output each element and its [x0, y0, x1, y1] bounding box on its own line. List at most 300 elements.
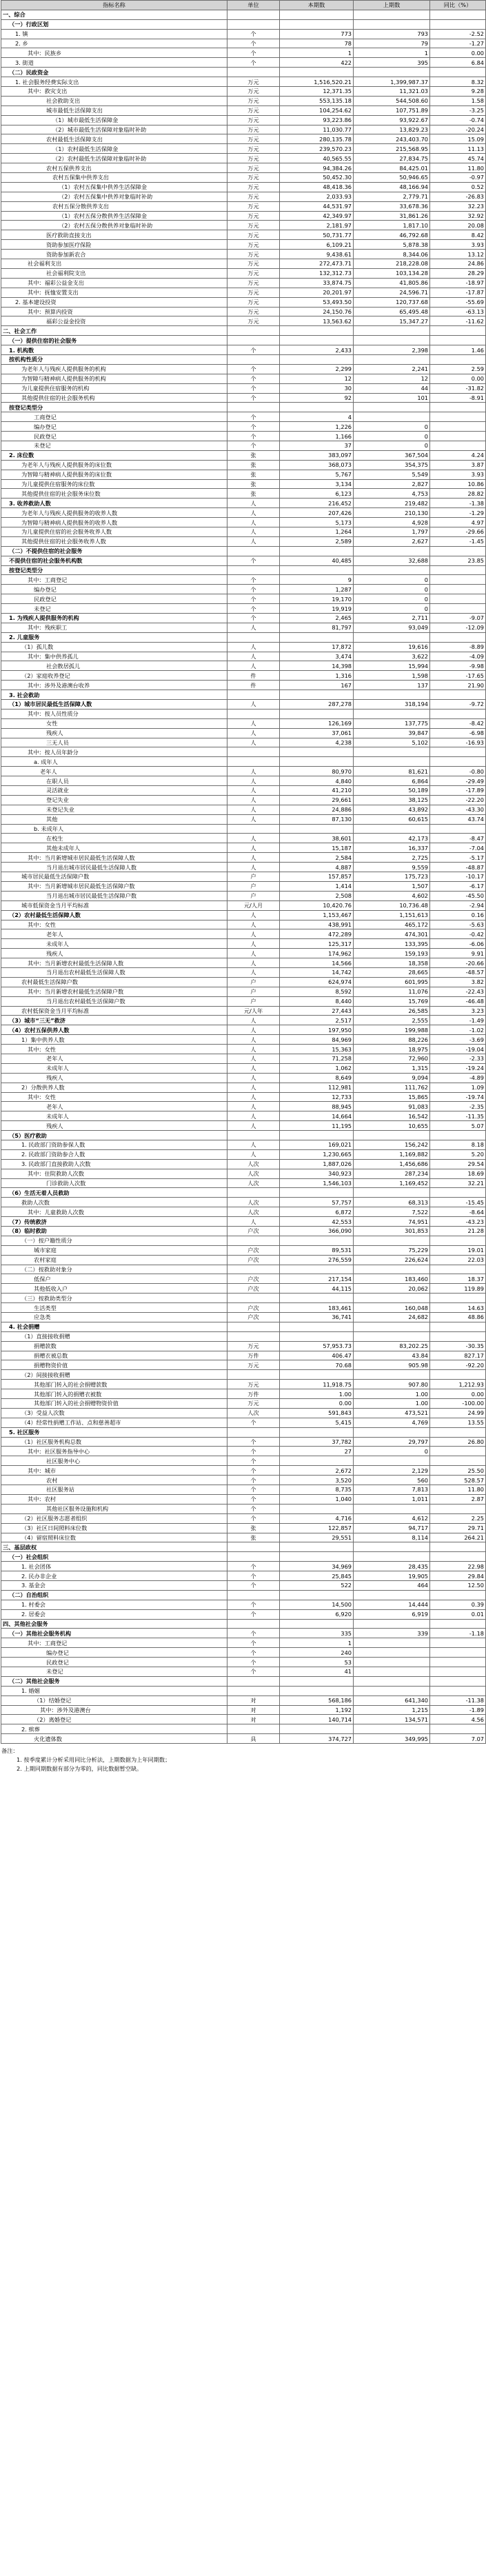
cell-current-value: 10,420.76 [280, 900, 354, 910]
cell-current-value [280, 546, 354, 556]
cell-previous-value [354, 1724, 430, 1734]
cell-unit: 人次 [227, 1408, 280, 1418]
table-row [1, 125, 486, 134]
cell-indicator-name: 其中：预算内投资 [1, 307, 227, 316]
cell-current-value: 57,953.73 [280, 1341, 354, 1351]
cell-yoy-percent: 13.55 [430, 1418, 486, 1427]
cell-yoy-percent: -8.91 [430, 393, 486, 403]
cell-yoy-percent: 2.25 [430, 1513, 486, 1523]
table-row [1, 1580, 486, 1590]
cell-yoy-percent: -1.89 [430, 1705, 486, 1715]
cell-current-value: 1,516,520.21 [280, 77, 354, 87]
cell-yoy-percent: 15.09 [430, 134, 486, 144]
cell-yoy-percent: 0.39 [430, 1600, 486, 1609]
cell-current-value: 122,857 [280, 1523, 354, 1533]
cell-unit: 个 [227, 1437, 280, 1447]
cell-previous-value [354, 1676, 430, 1686]
table-row [1, 1274, 486, 1284]
cell-current-value: 15,363 [280, 1045, 354, 1054]
table-row [1, 1083, 486, 1092]
cell-yoy-percent: -9.07 [430, 614, 486, 623]
cell-previous-value: 137,775 [354, 718, 430, 728]
cell-unit [227, 709, 280, 718]
cell-previous-value: 41,805.86 [354, 278, 430, 288]
cell-current-value: 19,170 [280, 594, 354, 604]
cell-current-value [280, 1504, 354, 1513]
cell-indicator-name: 1. 镇 [1, 29, 227, 39]
table-row [1, 163, 486, 173]
table-row [1, 614, 486, 623]
cell-previous-value: 28,435 [354, 1562, 430, 1571]
table-row [1, 192, 486, 201]
cell-yoy-percent [430, 1427, 486, 1437]
cell-indicator-name: 医疗救助直接支出 [1, 230, 227, 240]
cell-previous-value: 28,665 [354, 967, 430, 977]
table-row [1, 594, 486, 604]
cell-yoy-percent [430, 1504, 486, 1513]
cell-current-value: 374,727 [280, 1734, 354, 1744]
cell-current-value: 1,287 [280, 585, 354, 594]
cell-yoy-percent: -18.97 [430, 278, 486, 288]
table-row [1, 68, 486, 77]
cell-current-value: 8,592 [280, 987, 354, 996]
cell-current-value: 167 [280, 681, 354, 690]
cell-unit: 个 [227, 1609, 280, 1619]
header-unit: 单位 [227, 1, 280, 10]
cell-current-value: 1,166 [280, 432, 354, 441]
cell-current-value [280, 1294, 354, 1303]
cell-current-value: 15,187 [280, 843, 354, 853]
cell-indicator-name: 其中：住院救助人次数 [1, 1169, 227, 1178]
cell-indicator-name: 为智障与精神病人提供服务的床位数 [1, 470, 227, 479]
cell-unit: 户次 [227, 1303, 280, 1313]
cell-yoy-percent: 24.99 [430, 1408, 486, 1418]
cell-indicator-name: 2. 居委会 [1, 1609, 227, 1619]
cell-yoy-percent [430, 1552, 486, 1562]
table-row [1, 824, 486, 834]
table-row [1, 1523, 486, 1533]
cell-current-value: 104,254.62 [280, 105, 354, 115]
cell-current-value: 183,461 [280, 1303, 354, 1313]
table-row [1, 1092, 486, 1102]
cell-indicator-name: 其中：女性 [1, 1092, 227, 1102]
cell-previous-value: 2,129 [354, 1466, 430, 1476]
cell-current-value: 12,371.35 [280, 87, 354, 97]
cell-indicator-name: 其中：福彩公益金支出 [1, 278, 227, 288]
cell-previous-value [354, 354, 430, 364]
cell-current-value: 4,238 [280, 738, 354, 747]
cell-previous-value: 60,615 [354, 814, 430, 824]
table-row [1, 671, 486, 681]
cell-previous-value: 2,555 [354, 1016, 430, 1025]
cell-indicator-name: 民政登记 [1, 594, 227, 604]
cell-current-value: 11,195 [280, 1121, 354, 1131]
cell-unit: 万元 [227, 268, 280, 278]
cell-current-value: 2,584 [280, 853, 354, 863]
cell-indicator-name: （3）受益人次数 [1, 1408, 227, 1418]
table-row [1, 728, 486, 738]
cell-indicator-name: （一）按户籍性质分 [1, 1236, 227, 1245]
cell-previous-value: 44 [354, 383, 430, 393]
cell-previous-value [354, 1456, 430, 1466]
table-row [1, 1466, 486, 1476]
cell-yoy-percent: -1.49 [430, 1016, 486, 1025]
cell-yoy-percent: -30.35 [430, 1341, 486, 1351]
cell-current-value: 553,135.18 [280, 96, 354, 105]
cell-unit: 人 [227, 623, 280, 632]
cell-yoy-percent: 14.63 [430, 1303, 486, 1313]
cell-yoy-percent: 29.54 [430, 1159, 486, 1169]
cell-unit: 人 [227, 738, 280, 747]
cell-previous-value: 7,522 [354, 1207, 430, 1217]
cell-indicator-name: （二）民政资金 [1, 68, 227, 77]
cell-yoy-percent [430, 1331, 486, 1341]
cell-current-value: 4,716 [280, 1513, 354, 1523]
cell-previous-value [354, 1265, 430, 1274]
cell-unit: 人 [227, 536, 280, 546]
cell-previous-value: 301,853 [354, 1227, 430, 1236]
cell-unit [227, 326, 280, 336]
cell-yoy-percent: 8.42 [430, 230, 486, 240]
cell-unit: 万元 [227, 1380, 280, 1389]
note-item: 1. 按季度累计分析采用同比分析法，上期数据为上年同期数； [17, 1756, 171, 1764]
cell-current-value: 335 [280, 1629, 354, 1638]
cell-yoy-percent: -45.50 [430, 891, 486, 900]
cell-indicator-name: （2）家庭收养登记 [1, 671, 227, 681]
cell-previous-value: 156,242 [354, 1140, 430, 1149]
cell-indicator-name: 社区服务站 [1, 1485, 227, 1495]
cell-yoy-percent: 22.98 [430, 1562, 486, 1571]
table-row [1, 268, 486, 278]
table-row [1, 1695, 486, 1705]
cell-yoy-percent [430, 1131, 486, 1140]
cell-indicator-name: 二、社会工作 [1, 326, 227, 336]
cell-previous-value: 15,994 [354, 661, 430, 671]
cell-yoy-percent: 3.93 [430, 240, 486, 250]
cell-indicator-name: （2）农村最低生活保障对象临时补助 [1, 154, 227, 163]
cell-unit: 人 [227, 939, 280, 949]
table-row [1, 1389, 486, 1399]
cell-unit [227, 336, 280, 345]
table-row [1, 470, 486, 479]
cell-unit: 个 [227, 1580, 280, 1590]
table-row [1, 1025, 486, 1035]
table-row [1, 48, 486, 58]
cell-unit: 人 [227, 853, 280, 863]
cell-previous-value: 474,301 [354, 929, 430, 939]
cell-unit: 个 [227, 1658, 280, 1667]
cell-previous-value: 2,711 [354, 614, 430, 623]
cell-yoy-percent: -1.02 [430, 1025, 486, 1035]
cell-previous-value [354, 1542, 430, 1552]
cell-unit: 万元 [227, 1341, 280, 1351]
table-row [1, 1418, 486, 1427]
cell-yoy-percent: 5.20 [430, 1149, 486, 1159]
cell-indicator-name: （二）不提供住宿的社会服务 [1, 546, 227, 556]
cell-previous-value [354, 1294, 430, 1303]
cell-yoy-percent: -0.42 [430, 929, 486, 939]
table-row [1, 432, 486, 441]
cell-yoy-percent [430, 441, 486, 450]
cell-current-value: 3,134 [280, 479, 354, 489]
cell-current-value: 132,312.73 [280, 268, 354, 278]
cell-indicator-name: 当月退出农村最低生活保障户数 [1, 996, 227, 1006]
cell-previous-value: 905.98 [354, 1360, 430, 1370]
cell-indicator-name: 火化遗体数 [1, 1734, 227, 1744]
cell-indicator-name: 其中：民族乡 [1, 48, 227, 58]
cell-yoy-percent: 28.29 [430, 268, 486, 278]
cell-yoy-percent: -4.89 [430, 1073, 486, 1083]
cell-current-value: 53,493.50 [280, 297, 354, 307]
cell-previous-value [354, 10, 430, 19]
cell-unit: 个 [227, 48, 280, 58]
table-row [1, 1667, 486, 1676]
cell-current-value [280, 403, 354, 412]
table-row [1, 1705, 486, 1715]
cell-current-value [280, 1552, 354, 1562]
cell-unit: 万元 [227, 297, 280, 307]
table-row [1, 1485, 486, 1495]
cell-yoy-percent [430, 1619, 486, 1629]
cell-current-value: 27 [280, 1447, 354, 1456]
cell-current-value: 1 [280, 1638, 354, 1648]
cell-unit: 人 [227, 1073, 280, 1083]
cell-current-value: 2,181.97 [280, 221, 354, 230]
cell-previous-value: 395 [354, 58, 430, 68]
cell-indicator-name: 1）集中供养人数 [1, 1035, 227, 1045]
table-row [1, 1494, 486, 1504]
cell-current-value: 19,919 [280, 604, 354, 614]
cell-unit: 个 [227, 556, 280, 565]
cell-current-value: 12 [280, 374, 354, 383]
cell-previous-value: 349,995 [354, 1734, 430, 1744]
cell-indicator-name: （3）社区日间照料床位数 [1, 1523, 227, 1533]
cell-yoy-percent [430, 1638, 486, 1648]
cell-yoy-percent: 3.23 [430, 1006, 486, 1016]
cell-previous-value: 18,358 [354, 958, 430, 968]
cell-previous-value [354, 1131, 430, 1140]
cell-unit: 万元 [227, 278, 280, 288]
cell-previous-value: 4,769 [354, 1418, 430, 1427]
cell-indicator-name: 其中：救灾支出 [1, 87, 227, 97]
cell-indicator-name: 其中：抚恤安置支出 [1, 288, 227, 297]
cell-unit: 人 [227, 499, 280, 508]
table-row [1, 1322, 486, 1331]
cell-yoy-percent: 119.89 [430, 1284, 486, 1294]
cell-unit: 人 [227, 1083, 280, 1092]
cell-yoy-percent [430, 336, 486, 345]
cell-current-value [280, 1724, 354, 1734]
cell-unit: 人次 [227, 1207, 280, 1217]
cell-unit [227, 747, 280, 757]
cell-current-value: 38,601 [280, 834, 354, 843]
cell-yoy-percent [430, 412, 486, 422]
cell-unit: 户次 [227, 1227, 280, 1236]
cell-unit [227, 1686, 280, 1695]
table-row [1, 1111, 486, 1121]
cell-yoy-percent: -6.17 [430, 881, 486, 891]
cell-yoy-percent: 28.82 [430, 489, 486, 499]
cell-current-value: 40,485 [280, 556, 354, 565]
cell-previous-value: 24,596.71 [354, 288, 430, 297]
cell-previous-value: 6,864 [354, 776, 430, 786]
cell-current-value: 624,974 [280, 977, 354, 987]
cell-current-value [280, 1322, 354, 1331]
cell-previous-value: 83,202.25 [354, 1341, 430, 1351]
cell-indicator-name: （7）传统救济 [1, 1217, 227, 1227]
cell-unit: 万元 [227, 211, 280, 221]
cell-indicator-name: 捐赠衣被总数 [1, 1351, 227, 1360]
cell-indicator-name: （一）社会组织 [1, 1552, 227, 1562]
cell-indicator-name: （1）孤儿数 [1, 642, 227, 652]
cell-previous-value: 318,194 [354, 700, 430, 710]
cell-indicator-name: 生活类型 [1, 1303, 227, 1313]
cell-yoy-percent: -4.09 [430, 652, 486, 661]
cell-indicator-name: （5）医疗救助 [1, 1131, 227, 1140]
cell-previous-value: 160,048 [354, 1303, 430, 1313]
cell-indicator-name: 未登记 [1, 441, 227, 450]
cell-current-value: 17,872 [280, 642, 354, 652]
cell-unit: 万元 [227, 230, 280, 240]
cell-yoy-percent: 0.01 [430, 1609, 486, 1619]
cell-indicator-name: （4）农村五保供养人数 [1, 1025, 227, 1035]
cell-previous-value: 8,114 [354, 1533, 430, 1542]
table-row [1, 105, 486, 115]
table-row [1, 460, 486, 470]
cell-yoy-percent: 7.07 [430, 1734, 486, 1744]
cell-indicator-name: 其中：残疾职工 [1, 623, 227, 632]
table-row [1, 412, 486, 422]
cell-previous-value: 111,762 [354, 1083, 430, 1092]
cell-previous-value: 1,011 [354, 1494, 430, 1504]
cell-previous-value: 0 [354, 422, 430, 432]
table-row [1, 326, 486, 336]
cell-yoy-percent: 1.46 [430, 345, 486, 355]
cell-indicator-name: 未登记失业 [1, 805, 227, 814]
table-row [1, 1159, 486, 1169]
cell-current-value: 37,061 [280, 728, 354, 738]
cell-indicator-name: 1. 社会服务经费实际支出 [1, 77, 227, 87]
cell-indicator-name: （4）经常性捐赠工作站、点和慈善超市 [1, 1418, 227, 1427]
cell-indicator-name: 1. 民政部门资助参保人数 [1, 1140, 227, 1149]
cell-yoy-percent: -20.24 [430, 125, 486, 134]
cell-indicator-name: （二）其他社会服务 [1, 1676, 227, 1686]
cell-current-value: 14,664 [280, 1111, 354, 1121]
cell-previous-value: 5,549 [354, 470, 430, 479]
cell-yoy-percent: 11.80 [430, 1485, 486, 1495]
cell-yoy-percent: 26.80 [430, 1437, 486, 1447]
cell-current-value: 287,278 [280, 700, 354, 710]
cell-current-value: 24,886 [280, 805, 354, 814]
cell-current-value: 42,553 [280, 1217, 354, 1227]
cell-current-value: 37,782 [280, 1437, 354, 1447]
table-row [1, 1399, 486, 1409]
cell-unit: 万元 [227, 125, 280, 134]
table-row [1, 489, 486, 499]
cell-previous-value: 101 [354, 393, 430, 403]
cell-indicator-name: （二）按救助对象分 [1, 1265, 227, 1274]
cell-yoy-percent: -3.25 [430, 105, 486, 115]
cell-indicator-name: 未成年人 [1, 1063, 227, 1073]
cell-indicator-name: 一、综合 [1, 10, 227, 19]
cell-previous-value: 32,688 [354, 556, 430, 565]
cell-indicator-name: 救助人次数 [1, 1198, 227, 1207]
cell-indicator-name: 其他提供住宿的社会服务床位数 [1, 489, 227, 499]
cell-yoy-percent [430, 432, 486, 441]
table-row [1, 872, 486, 882]
cell-current-value: 14,566 [280, 958, 354, 968]
cell-current-value: 6,109.21 [280, 240, 354, 250]
cell-yoy-percent: -1.29 [430, 508, 486, 518]
cell-yoy-percent: -11.35 [430, 1111, 486, 1121]
table-row [1, 920, 486, 929]
cell-unit: 个 [227, 1494, 280, 1504]
cell-current-value [280, 757, 354, 767]
cell-previous-value: 10,736.48 [354, 900, 430, 910]
table-row [1, 863, 486, 872]
cell-indicator-name: （1）城市居民最低生活保障人数 [1, 700, 227, 710]
cell-indicator-name: 按登记类型分 [1, 565, 227, 575]
cell-indicator-name: （4）留宿照料床位数 [1, 1533, 227, 1542]
cell-indicator-name: 民政登记 [1, 432, 227, 441]
cell-yoy-percent [430, 1667, 486, 1676]
cell-yoy-percent: -48.87 [430, 863, 486, 872]
cell-yoy-percent: -19.74 [430, 1092, 486, 1102]
cell-indicator-name: 社会福利院支出 [1, 268, 227, 278]
cell-indicator-name: 门诊救助人次数 [1, 1178, 227, 1188]
cell-previous-value: 601,995 [354, 977, 430, 987]
table-row [1, 1227, 486, 1236]
cell-indicator-name: 老年人 [1, 767, 227, 776]
cell-unit: 个 [227, 412, 280, 422]
cell-indicator-name: 福彩公益金投资 [1, 316, 227, 326]
cell-unit: 张 [227, 460, 280, 470]
cell-yoy-percent: 9.28 [430, 87, 486, 97]
table-row [1, 977, 486, 987]
table-row [1, 115, 486, 125]
cell-unit [227, 1724, 280, 1734]
cell-indicator-name: （3）城市“三无”救济 [1, 1016, 227, 1025]
table-row [1, 58, 486, 68]
cell-indicator-name: 其他未成年人 [1, 843, 227, 853]
cell-indicator-name: 三、基层政权 [1, 1542, 227, 1552]
table-row [1, 795, 486, 805]
cell-indicator-name: 农村五保供养支出 [1, 163, 227, 173]
cell-indicator-name: 其中：当月新增农村最低生活保障人数 [1, 958, 227, 968]
cell-previous-value: 4,753 [354, 489, 430, 499]
cell-unit: 张 [227, 470, 280, 479]
cell-yoy-percent: 3.82 [430, 977, 486, 987]
cell-unit: 个 [227, 1638, 280, 1648]
table-row [1, 1131, 486, 1140]
table-row [1, 1552, 486, 1562]
cell-yoy-percent: -8.89 [430, 642, 486, 652]
cell-yoy-percent: 18.37 [430, 1274, 486, 1284]
cell-yoy-percent: 5.07 [430, 1121, 486, 1131]
table-row [1, 767, 486, 776]
cell-yoy-percent: -2.94 [430, 900, 486, 910]
cell-previous-value: 103,134.28 [354, 268, 430, 278]
cell-yoy-percent: -2.33 [430, 1054, 486, 1063]
cell-previous-value: 4,612 [354, 1513, 430, 1523]
cell-previous-value: 16,337 [354, 843, 430, 853]
table-row [1, 661, 486, 671]
cell-yoy-percent: 20.08 [430, 221, 486, 230]
cell-unit: 万元 [227, 163, 280, 173]
cell-unit: 个 [227, 345, 280, 355]
cell-yoy-percent: 8.32 [430, 77, 486, 87]
cell-yoy-percent: 264.21 [430, 1533, 486, 1542]
